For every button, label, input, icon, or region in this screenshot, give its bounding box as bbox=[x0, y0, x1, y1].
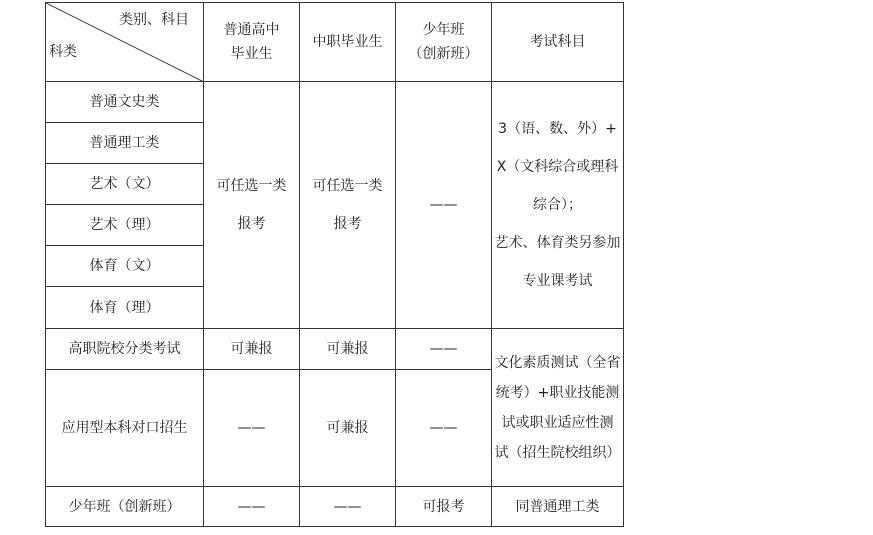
vocational-exam-name: 高职院校分类考试 bbox=[46, 329, 204, 370]
header-discipline-label: 科类 bbox=[49, 44, 77, 60]
general-vocational-option: 可任选一类 报考 bbox=[300, 82, 396, 329]
vocational-col3: —— bbox=[396, 329, 492, 370]
table-row bbox=[46, 487, 624, 527]
table-row bbox=[46, 329, 624, 370]
youth-col1: —— bbox=[204, 487, 300, 527]
youth-col2: —— bbox=[300, 487, 396, 527]
applied-col1: —— bbox=[204, 370, 300, 487]
category-cell: 普通文史类 bbox=[46, 82, 204, 123]
table-row bbox=[46, 82, 624, 123]
general-exam-subjects: 3（语、数、外）+ X（文科综合或理科 综合）； 艺术、体育类另参加 专业课考试 bbox=[492, 82, 624, 329]
applied-undergrad-name: 应用型本科对口招生 bbox=[46, 370, 204, 487]
general-highschool-option: 可任选一类 报考 bbox=[204, 82, 300, 329]
admission-table bbox=[45, 2, 624, 527]
youth-col3: 可报考 bbox=[396, 487, 492, 527]
table-header-row bbox=[46, 3, 624, 82]
header-category-subject-label: 类别、科目 bbox=[119, 12, 189, 28]
vocational-col2: 可兼报 bbox=[300, 329, 396, 370]
category-cell: 普通理工类 bbox=[46, 123, 204, 164]
header-regular-highschool: 普通高中 毕业生 bbox=[204, 3, 300, 82]
applied-col3: —— bbox=[396, 370, 492, 487]
category-cell: 艺术（理） bbox=[46, 205, 204, 246]
header-vocational-graduate: 中职毕业生 bbox=[300, 3, 396, 82]
category-cell: 艺术（文） bbox=[46, 164, 204, 205]
applied-col2: 可兼报 bbox=[300, 370, 396, 487]
combined-exam-subjects: 文化素质测试（全省 统考）+职业技能测 试或职业适应性测 试（招生院校组织） bbox=[492, 329, 624, 487]
header-youth-class: 少年班 （创新班） bbox=[396, 3, 492, 82]
header-diagonal-cell bbox=[46, 3, 204, 82]
youth-exam-subjects: 同普通理工类 bbox=[492, 487, 624, 527]
general-youth-option: —— bbox=[396, 82, 492, 329]
category-cell: 体育（文） bbox=[46, 246, 204, 287]
youth-class-name: 少年班（创新班） bbox=[46, 487, 204, 527]
category-cell: 体育（理） bbox=[46, 287, 204, 329]
header-exam-subjects: 考试科目 bbox=[492, 3, 624, 82]
vocational-col1: 可兼报 bbox=[204, 329, 300, 370]
